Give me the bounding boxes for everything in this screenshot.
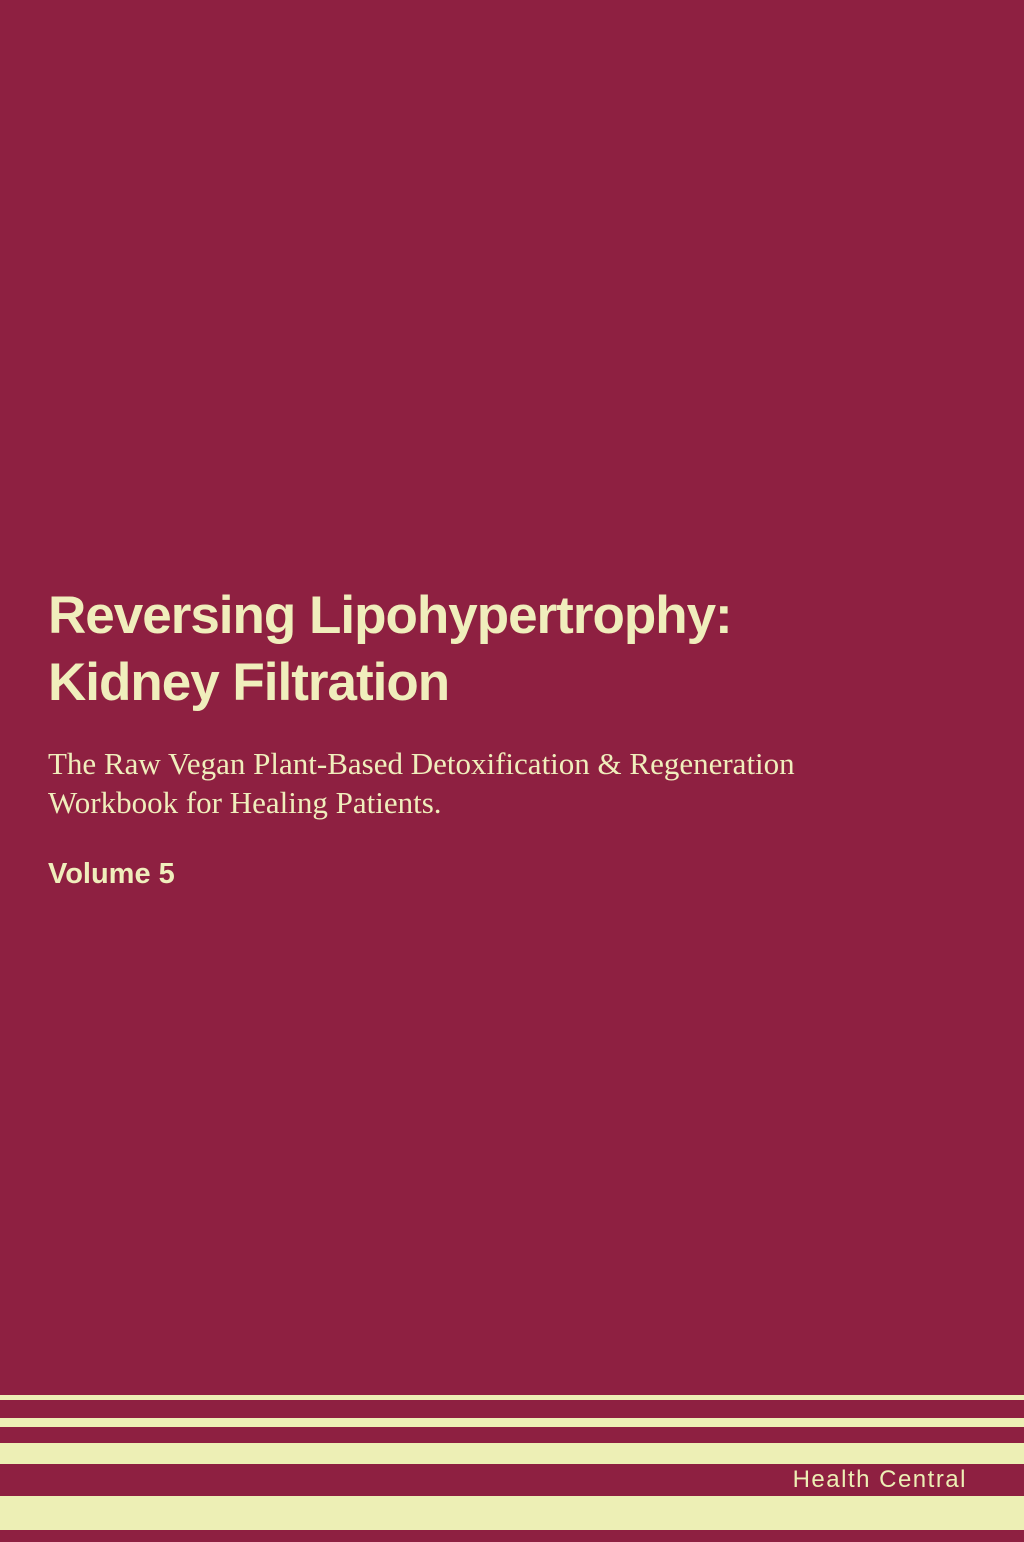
footer-stripe-small: [0, 1418, 1024, 1427]
book-title: [48, 582, 994, 716]
title-line-1: Reversing Lipohypertrophy:: [48, 586, 732, 645]
publisher-name: Health Central: [792, 1466, 967, 1493]
subtitle-line-1: The Raw Vegan Plant-Based Detoxification & Regeneration: [48, 746, 795, 781]
footer-stripe-thin: [0, 1395, 1024, 1400]
footer-stripe-medium: [0, 1443, 1024, 1464]
subtitle-line-2: Workbook for Healing Patients.: [48, 785, 442, 820]
volume-label: Volume 5: [48, 858, 175, 890]
book-subtitle: [48, 744, 964, 822]
title-line-2: Kidney Filtration: [48, 653, 450, 712]
publisher-band: [0, 1464, 1024, 1496]
footer-stripe-large: [0, 1496, 1024, 1530]
